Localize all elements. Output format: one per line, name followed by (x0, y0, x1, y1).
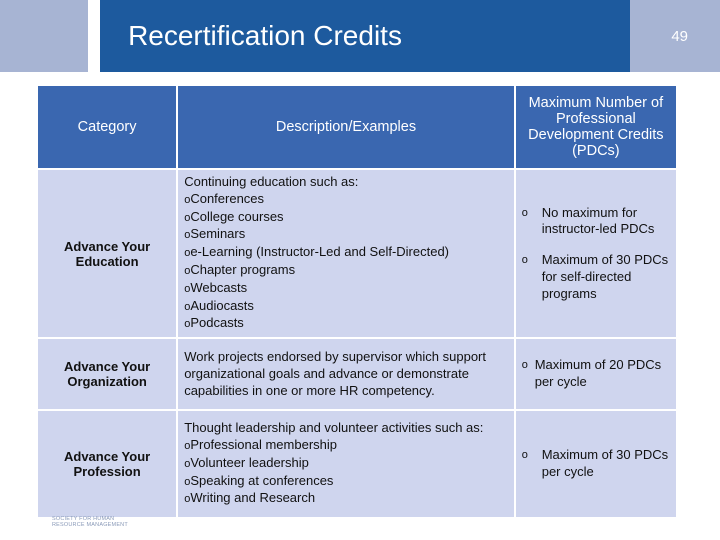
maximum-item: o Maximum of 20 PDCs per cycle (521, 357, 662, 390)
list-item: oAudiocasts (184, 297, 254, 313)
table-row (38, 339, 676, 409)
description-cell (178, 170, 514, 337)
bullet-icon: o (184, 211, 191, 224)
maximum-item: o Maximum of 30 PDCs per cycle (521, 447, 669, 480)
list-item: oProfessional membership (184, 436, 338, 452)
description-cell (178, 411, 514, 517)
list-item: oConferences (184, 190, 265, 206)
credits-table (36, 84, 678, 519)
bullet-icon: o (184, 300, 191, 313)
header-accent-left (0, 0, 88, 72)
bullet-icon: o (521, 449, 528, 462)
bullet-icon: o (521, 359, 528, 372)
list-item: oSeminars (184, 226, 246, 242)
list-item: oChapter programs (184, 261, 296, 277)
list-item: oVolunteer leadership (184, 454, 309, 470)
list-item: oCollege courses (184, 208, 284, 224)
description-cell (178, 339, 514, 409)
column-header-description: Description/Examples (178, 86, 514, 168)
bullet-icon: o (521, 254, 528, 267)
description-lead: Thought leadership and volunteer activities such as: (184, 420, 484, 436)
description-list (184, 191, 508, 333)
description-lead: Work projects endorsed by supervisor which support organizational goals and advance or demonstrate capabilities in one or more HR competency. (184, 348, 486, 398)
slide-title: Recertification Credits (128, 20, 402, 51)
bullet-icon: o (521, 206, 528, 219)
maximum-cell (516, 411, 676, 517)
list-item: oWebcasts (184, 279, 248, 295)
list-item: oWriting and Research (184, 490, 316, 506)
category-cell: Advance Your Organization (38, 339, 176, 409)
category-cell: Advance Your Education (38, 170, 176, 337)
bullet-icon: o (184, 475, 191, 488)
maximum-cell (516, 170, 676, 337)
list-item: oSpeaking at conferences (184, 472, 334, 488)
category-cell: Advance Your Profession (38, 411, 176, 517)
list-item: oe-Learning (Instructor-Led and Self-Directed) (184, 244, 450, 260)
table-row (38, 170, 676, 337)
table-header-row (38, 86, 676, 168)
bullet-icon: o (184, 439, 191, 452)
column-header-maximum: Maximum Number of Professional Development Credits (PDCs) (516, 86, 676, 168)
bullet-icon: o (184, 457, 191, 470)
bullet-icon: o (184, 193, 191, 206)
maximum-cell (516, 339, 676, 409)
bullet-icon: o (184, 318, 191, 331)
footer-logo: SOCIETY FOR HUMAN RESOURCE MANAGEMENT (52, 516, 128, 528)
page-number: 49 (671, 28, 688, 45)
bullet-icon: o (184, 229, 191, 242)
bullet-icon: o (184, 282, 191, 295)
description-lead: Continuing education such as: (184, 174, 359, 189)
bullet-icon: o (184, 247, 191, 260)
description-list (184, 437, 508, 508)
bullet-icon: o (184, 264, 191, 277)
table-row (38, 411, 676, 517)
maximum-item: o Maximum of 30 PDCs for self-directed programs (521, 252, 669, 301)
column-header-category: Category (38, 86, 176, 168)
list-item: oPodcasts (184, 315, 244, 331)
bullet-icon: o (184, 493, 191, 506)
maximum-item: o No maximum for instructor-led PDCs (521, 204, 655, 237)
